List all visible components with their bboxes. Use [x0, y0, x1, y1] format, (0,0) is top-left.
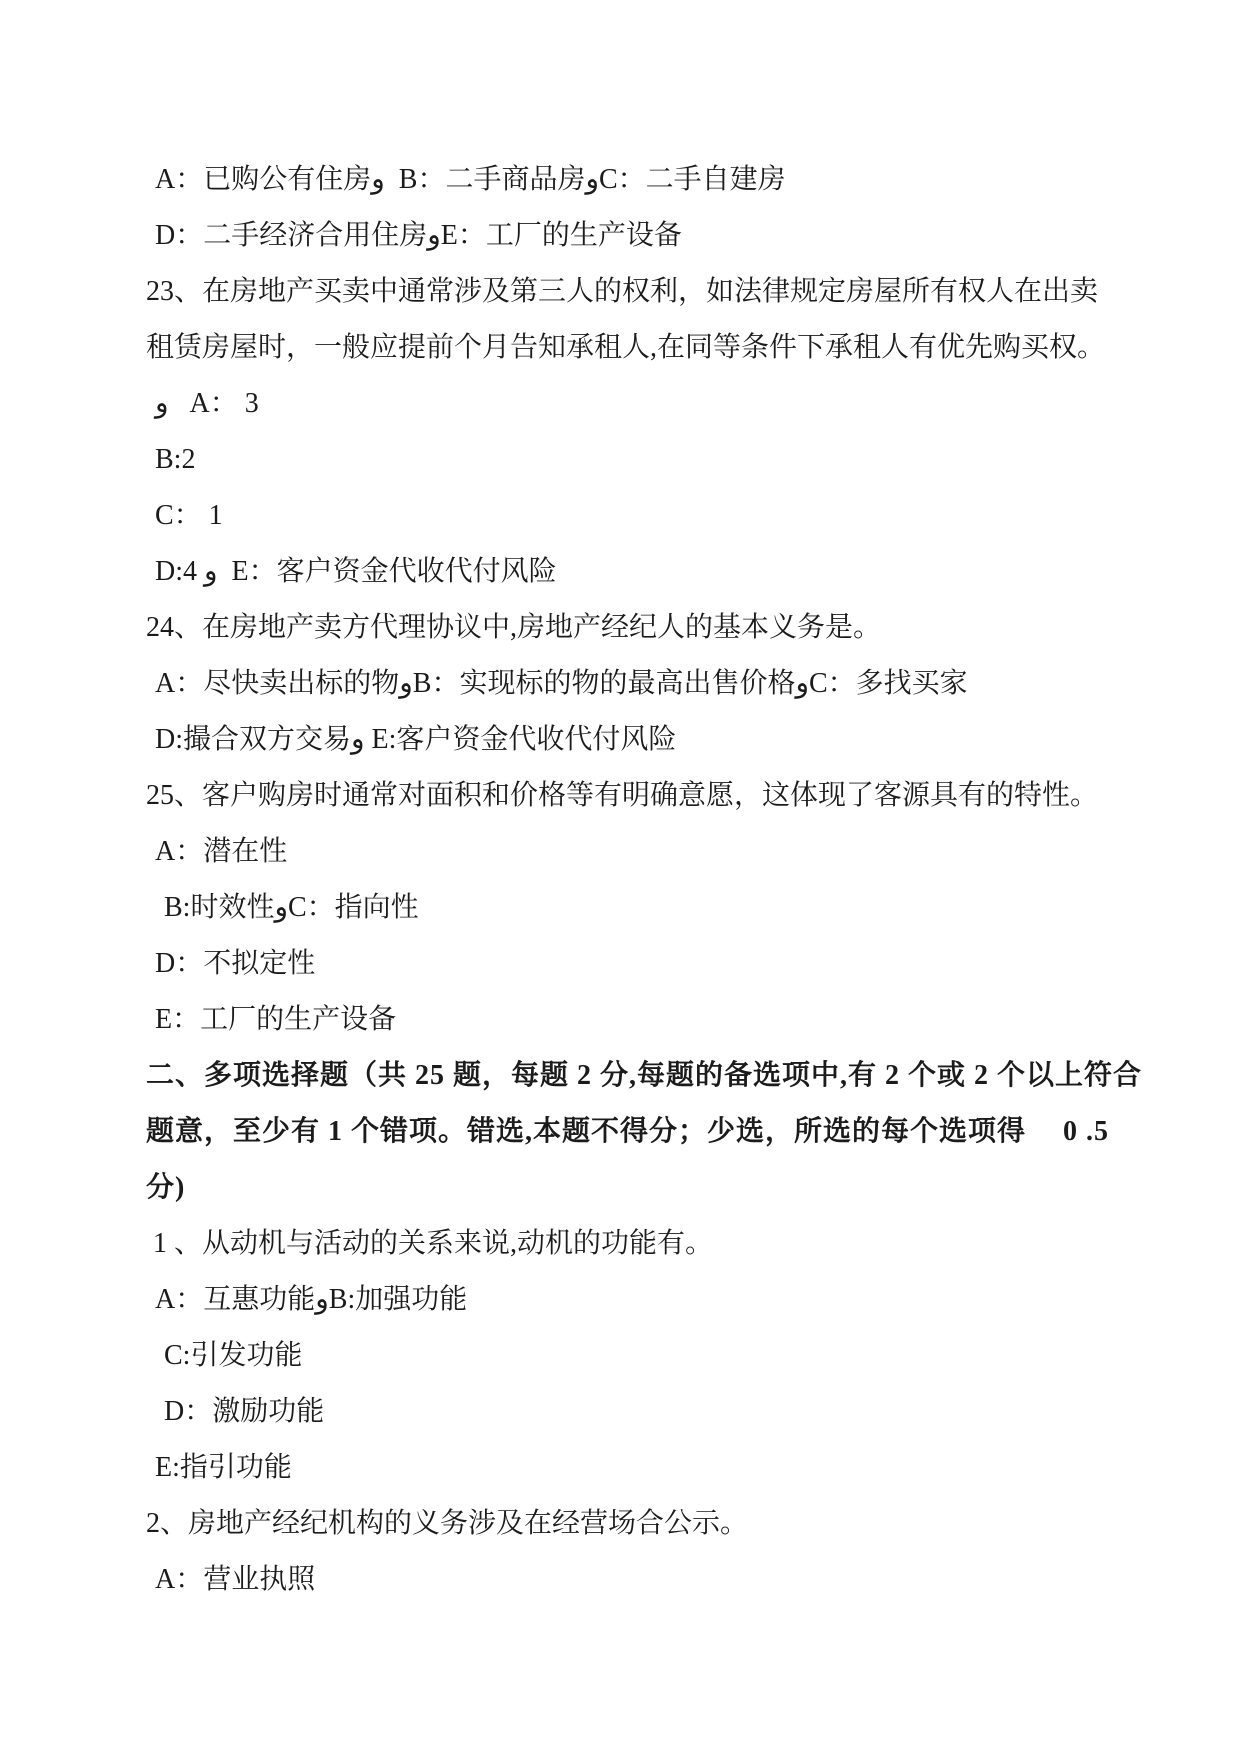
- option-line: E：工厂的生产设备: [155, 1004, 397, 1035]
- section-header-line: 二、多项选择题（共 25 题，每题 2 分,每题的备选项中,有 2 个或 2 个以上符合: [146, 1060, 1143, 1091]
- question-line: 24、在房地产卖方代理协议中,房地产经纪人的基本义务是。: [146, 612, 882, 643]
- question-line: 25、客户购房时通常对面积和价格等有明确意愿，这体现了客源具有的特性。: [146, 780, 1099, 811]
- option-line: C： 1: [155, 500, 223, 531]
- question-line: 1 、从动机与活动的关系来说,动机的功能有。: [146, 1228, 714, 1259]
- option-line: A：尽快卖出标的物وB：实现标的物的最高出售价格وC：多找买家: [155, 668, 968, 699]
- option-line: B:时效性وC：指向性: [164, 892, 419, 923]
- option-line: A：已购公有住房و B：二手商品房وC：二手自建房: [155, 164, 786, 195]
- question-line: 2、房地产经纪机构的义务涉及在经营场合公示。: [146, 1508, 749, 1539]
- question-line: 23、在房地产买卖中通常涉及第三人的权利，如法律规定房屋所有权人在出卖: [146, 276, 1099, 307]
- option-line: D:4 و E：客户资金代收代付风险: [155, 556, 557, 587]
- option-line: A：互惠功能وB:加强功能: [155, 1284, 468, 1315]
- option-line: A：营业执照: [155, 1564, 316, 1595]
- option-line: C:引发功能: [164, 1340, 303, 1371]
- option-line: E:指引功能: [155, 1452, 292, 1483]
- option-line: D:撮合双方交易و E:客户资金代收代付风险: [155, 724, 677, 755]
- section-header-line: 题意，至少有 1 个错项。错选,本题不得分；少选，所选的每个选项得 0 .5: [146, 1116, 1110, 1147]
- section-header-line: 分): [146, 1172, 186, 1203]
- option-line: D：不拟定性: [155, 948, 316, 979]
- option-line: D：二手经济合用住房وE：工厂的生产设备: [155, 220, 682, 251]
- option-line: A：潜在性: [155, 836, 288, 867]
- option-line: D：激励功能: [164, 1396, 325, 1427]
- question-continuation-line: 租赁房屋时，一般应提前个月告知承租人,在同等条件下承租人有优先购买权。: [146, 332, 1106, 363]
- option-line: و A： 3: [155, 388, 259, 419]
- option-line: B:2: [155, 444, 196, 475]
